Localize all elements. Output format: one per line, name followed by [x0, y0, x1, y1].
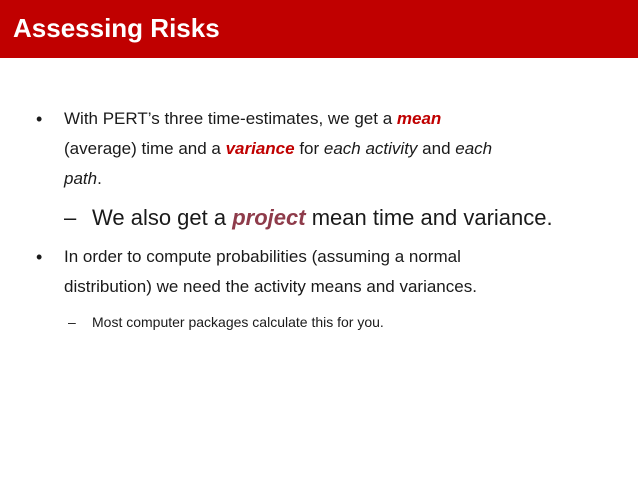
sub-bullet-1-text-a: We also get a — [92, 205, 233, 230]
bullet-1-line-1 — [64, 104, 584, 134]
each-italic: each — [455, 139, 493, 158]
bullet-1-text-a: With PERT’s three time-estimates, we get a — [64, 109, 397, 128]
bullet-2-line-2: distribution) we need the activity means and variances. — [64, 277, 477, 296]
bullet-1-line-2 — [64, 134, 584, 164]
sub-bullet-dash: – — [64, 205, 77, 230]
bullet-1-period: . — [97, 169, 102, 188]
bullet-2-line-1: In order to compute probabilities (assuming a normal — [64, 247, 461, 266]
project-emphasis: project — [232, 205, 306, 230]
sub-bullet-1-text-b: mean time and variance. — [305, 205, 553, 230]
variance-emphasis: variance — [225, 139, 295, 158]
bullet-1-text — [64, 104, 584, 194]
sub-bullet-dash: – — [68, 314, 76, 330]
sub-bullet-1-text — [92, 203, 612, 233]
bullet-1-text-c: for — [294, 139, 324, 158]
title-bar — [0, 0, 638, 58]
bullet-1-text-d: and — [417, 139, 456, 158]
each-activity-italic: each activity — [323, 139, 418, 158]
bullet-dot: • — [36, 109, 43, 129]
bullet-1-text-b: (average) time and a — [64, 139, 226, 158]
sub-bullet-2-text: Most computer packages calculate this for you. — [92, 314, 384, 330]
slide-title: Assessing Risks — [13, 13, 220, 43]
mean-emphasis: mean — [396, 109, 442, 128]
bullet-1-line-3 — [64, 164, 584, 194]
bullet-2-text — [64, 242, 584, 302]
bullet-dot: • — [36, 247, 43, 267]
path-italic: path — [64, 169, 98, 188]
